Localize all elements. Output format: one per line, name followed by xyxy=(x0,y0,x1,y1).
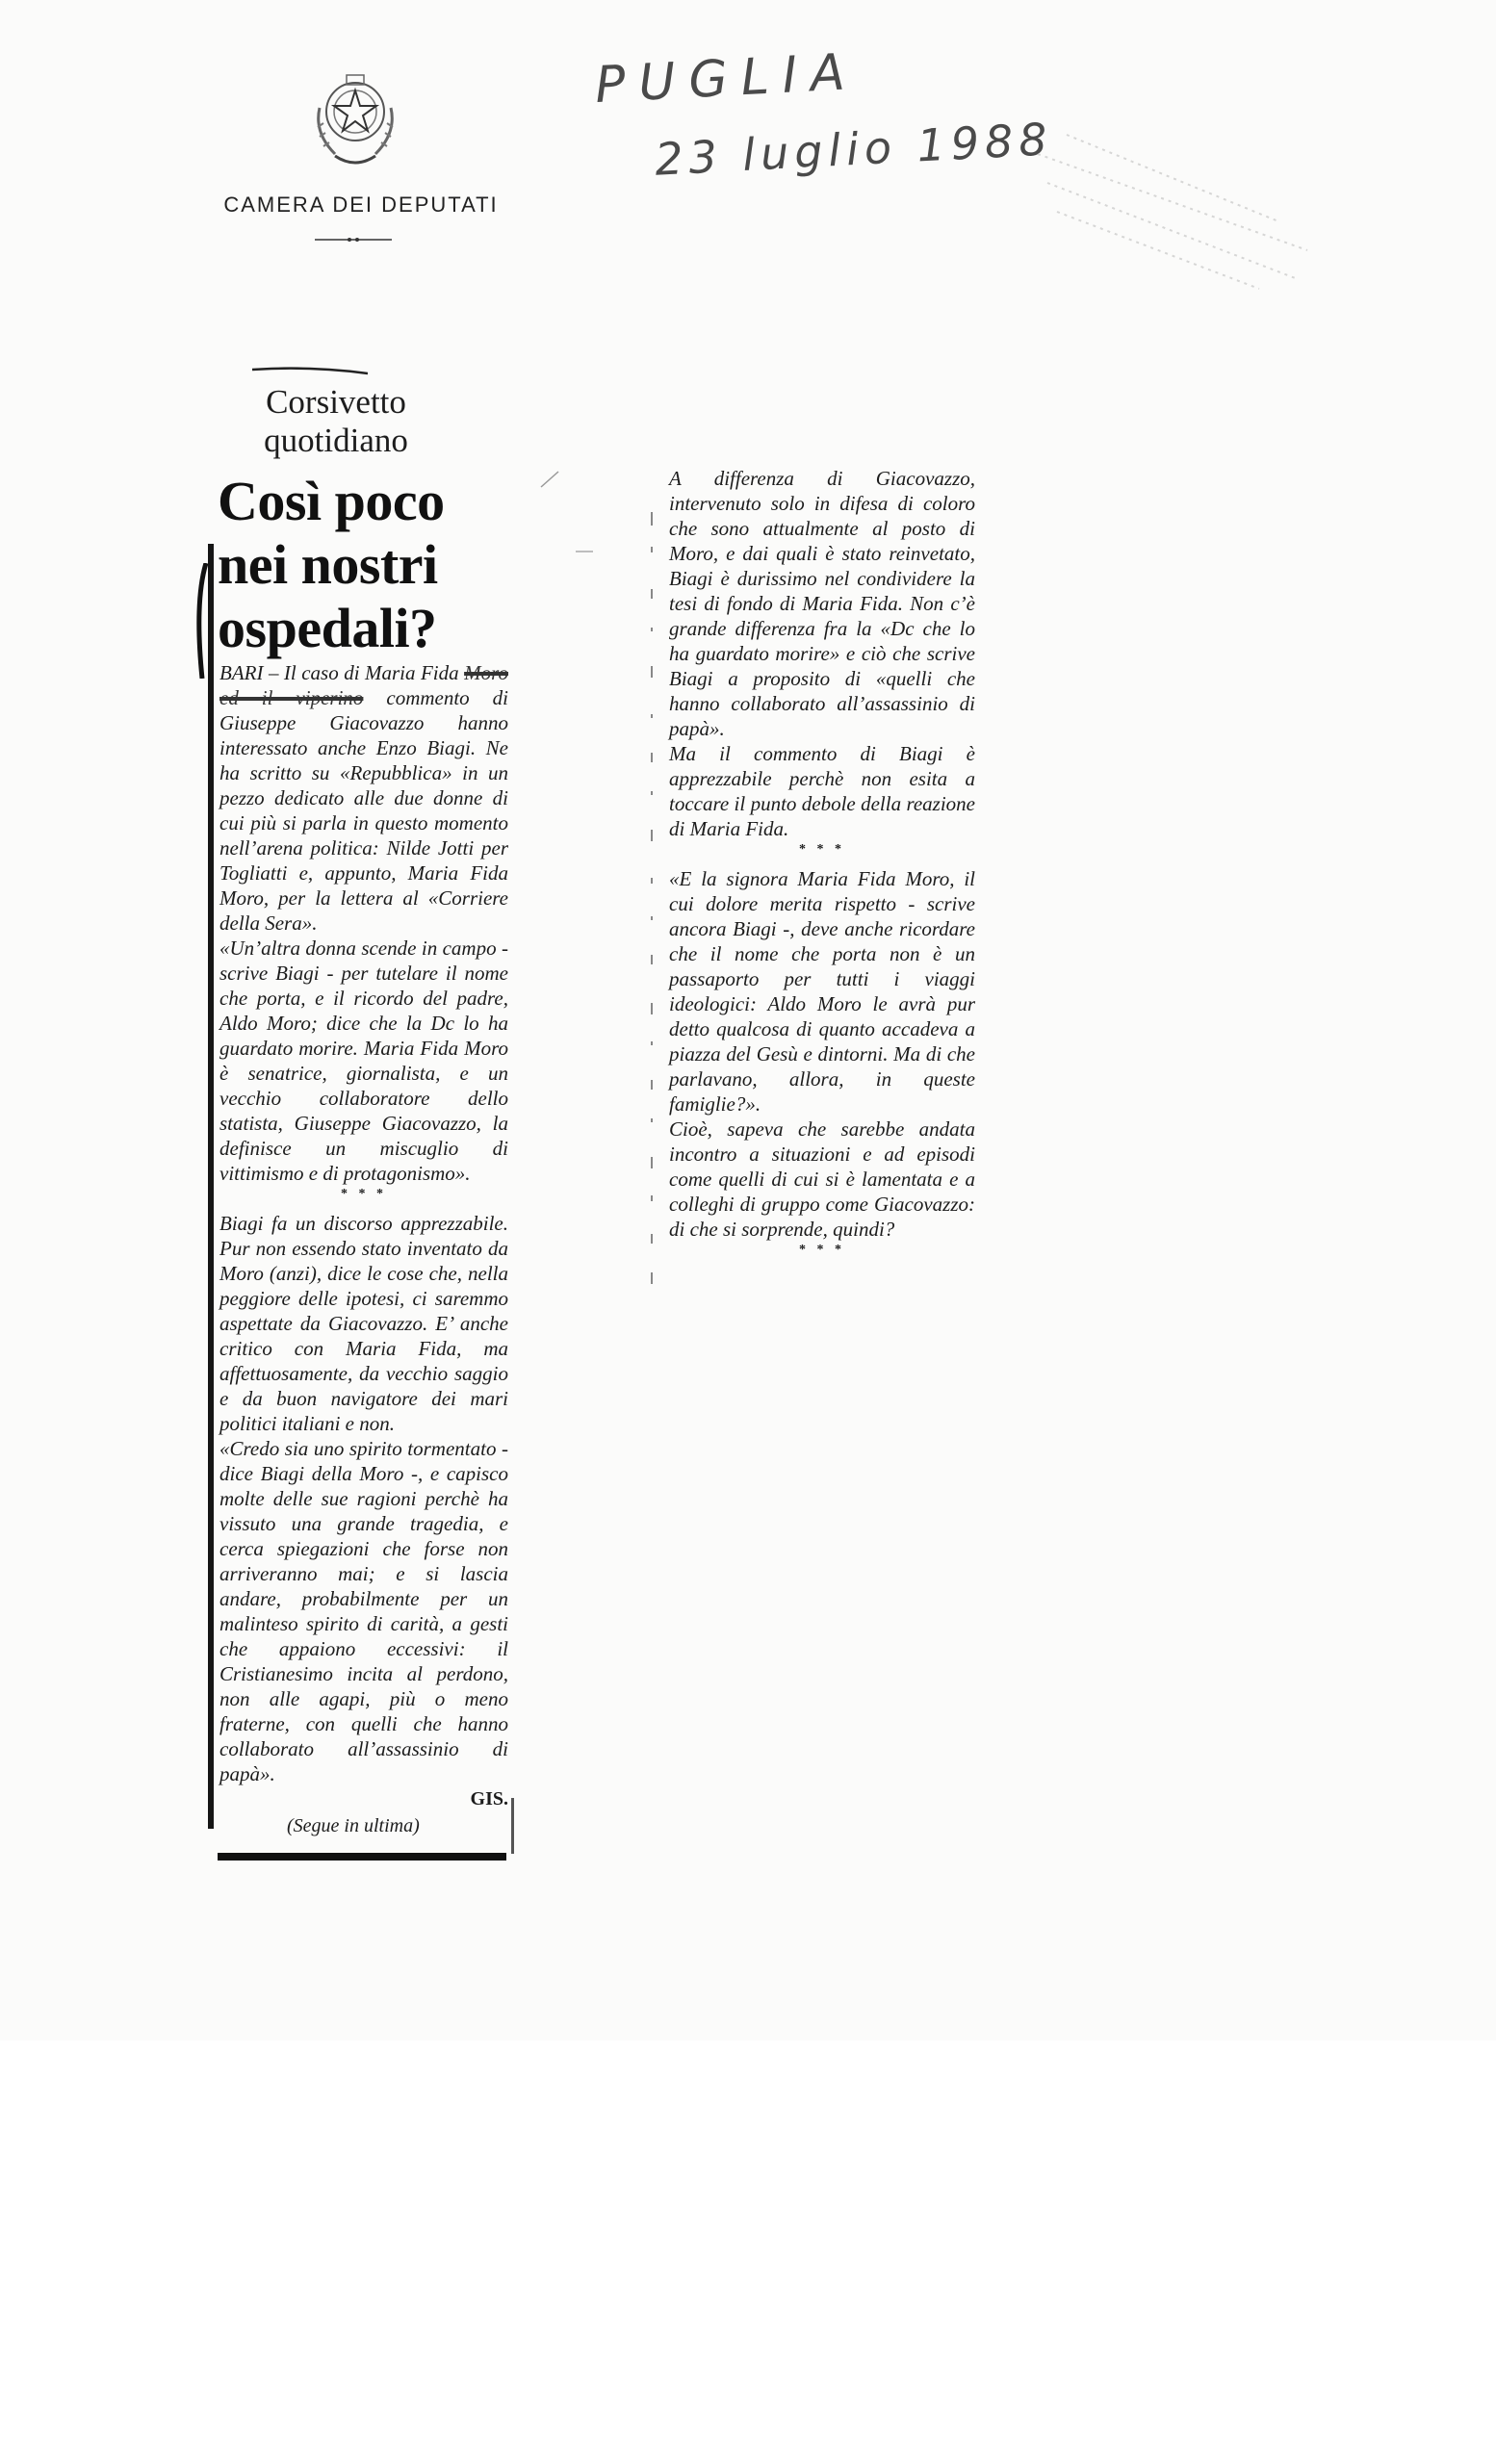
col1-paragraph-2: «Un’altra donna scende in campo - scrive Biagi - per tutelare il nome che porta, e il ricordo del padre, Aldo Moro; dice che la Dc lo ha guardato morire. Maria Fida Moro è senatrice, giornalista, e un vecchio collaboratore dello statista, Giuseppe Giacovazzo, la definisce un miscuglio di vittimismo e di protagonismo». xyxy=(219,937,508,1185)
author-signature: GIS. xyxy=(470,1788,508,1810)
masthead-divider xyxy=(315,235,392,244)
struck-text: Moro ed il viperino xyxy=(219,661,508,709)
separator-stars: * * * xyxy=(341,1187,387,1201)
separator-stars: * * * xyxy=(799,842,845,857)
article-headline: Così poco nei nostri ospedali? xyxy=(218,470,445,659)
scan-mark-dash xyxy=(576,549,595,554)
handwritten-date: 23 luglio 1988 xyxy=(653,113,1054,186)
scan-speckles xyxy=(647,502,658,1292)
handwritten-region: PUGLIA xyxy=(593,42,860,116)
col1-paragraph-1 xyxy=(219,660,508,936)
kicker-rule xyxy=(252,364,368,379)
continuation-note: (Segue in ultima) xyxy=(287,1815,420,1836)
col2-paragraph-4: Cioè, sapeva che sarebbe andata incontro a situazioni e ad episodi come quelli di cui si è lamentata e a colleghi di gruppo come Giacovazzo: di che si sorprende, quindi? xyxy=(669,1117,975,1241)
separator-stars: * * * xyxy=(799,1243,845,1257)
column-end-rule xyxy=(511,1798,514,1854)
col1-paragraph-1-text: BARI – Il caso di Maria Fida Moro ed il viperino commento di Giuseppe Giacovazzo hanno interessato anche Enzo Biagi. Ne ha scritto su «Repubblica» in un pezzo dedicato alle due donne di cui più si parla in questo momento nell’arena politica: Nilde Jotti per Togliatti e, appunto, Maria Fida Moro, per la lettera al «Corriere della Sera». xyxy=(219,661,508,935)
col2-paragraph-2: Ma il commento di Biagi è apprezzabile perchè non esita a toccare il punto debole della reazione di Maria Fida. xyxy=(669,742,975,840)
article-column-1 xyxy=(219,660,508,1838)
institution-name: CAMERA DEI DEPUTATI xyxy=(223,192,499,217)
column-rule xyxy=(208,544,214,1829)
col1-paragraph-4: «Credo sia uno spirito tormentato - dice Biagi della Moro -, e capisco molte delle sue ragioni perchè ha vissuto una grande tragedia, e cerca spiegazioni che forse non arriveranno mai; e si lascia andare, probabilmente per un malinteso spirito di carità, a gesti che appaiono eccessivi: il Cristianesimo incita al perdono, non alle agapi, più o meno fraterne, con quelli che hanno collaborato all’assassinio di papà». xyxy=(219,1437,508,1785)
italian-republic-emblem-icon xyxy=(306,65,404,173)
col1-paragraph-3: Biagi fa un discorso apprezzabile. Pur non essendo stato inventato da Moro (anzi), dice le cose che, nella peggiore delle ipotesi, ci saremmo aspettate da Giacovazzo. E’ anche critico con Maria Fida, ma affettuosamente, da vecchio saggio e da buon navigatore dei mari politici italiani e non. xyxy=(219,1212,508,1435)
faded-stamp-icon xyxy=(1028,116,1317,298)
article-column-2 xyxy=(669,466,975,1259)
column-rule-flourish xyxy=(191,563,210,679)
article-bottom-rule xyxy=(218,1853,506,1861)
col2-paragraph-3: «E la signora Maria Fida Moro, il cui dolore merita rispetto - scrive ancora Biagi -, deve anche ricordare che il nome che porta non è un passaporto per tutti i viaggi ideologici: Aldo Moro le avrà pur detto qualcosa di quanto accadeva a piazza del Gesù e dintorni. Ma di che parlavano, allora, in queste famiglie?». xyxy=(669,867,975,1116)
article-kicker: Corsivetto quotidiano xyxy=(264,383,408,459)
scan-mark xyxy=(539,468,562,491)
col2-paragraph-1: A differenza di Giacovazzo, intervenuto solo in difesa di coloro che sono attualmente al posto di Moro, e dai quali è stato reinvetato, Biagi è durissimo nel condividere la tesi di fondo di Maria Fida. Non c’è grande differenza fra la «Dc che lo ha guardato morire» e ciò che scrive Biagi a proposito di «quelli che hanno collaborato all’assassinio di papà». xyxy=(669,467,975,740)
